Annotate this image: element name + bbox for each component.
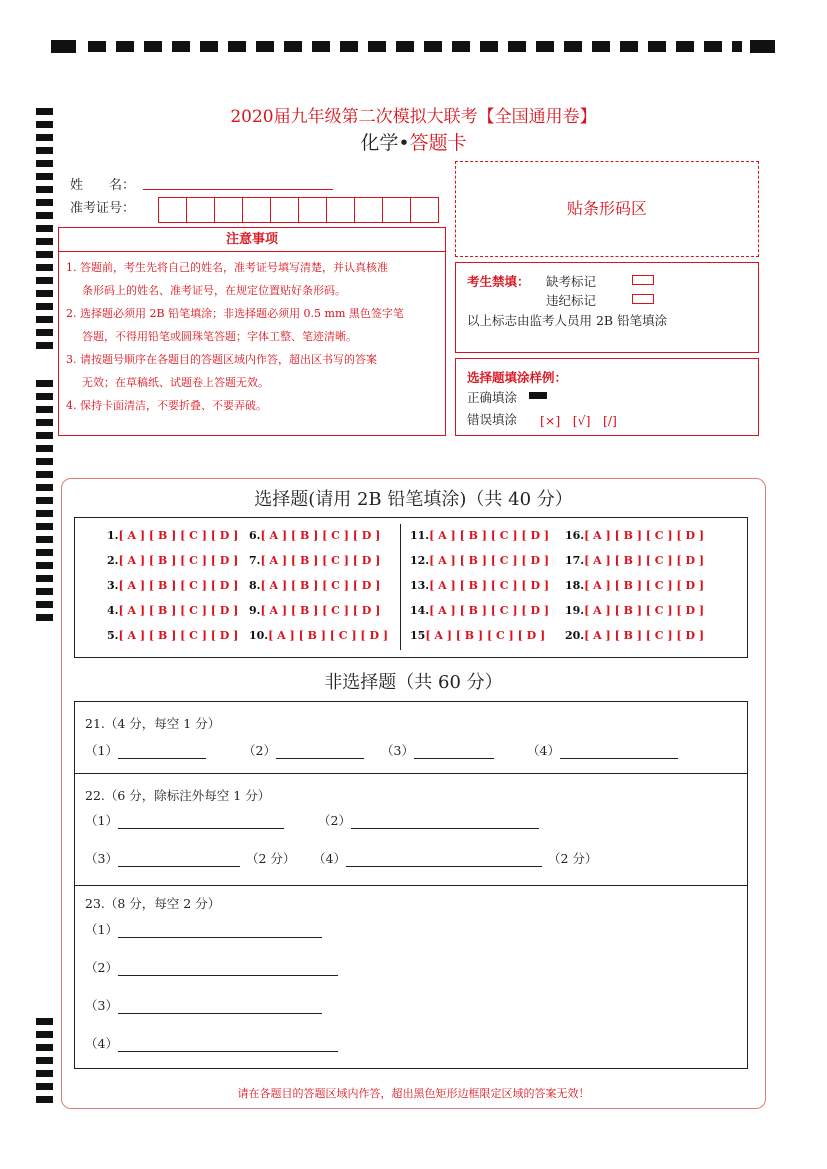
choice-item[interactable]: 1.[ A ] [ B ] [ C ] [ D ] bbox=[107, 529, 239, 542]
barcode-label: 贴条形码区 bbox=[566, 199, 647, 218]
forbidden-note: 以上标志由监考人员用 2B 铅笔填涂 bbox=[467, 313, 668, 328]
fill-sample-box bbox=[455, 358, 759, 436]
id-digit-box[interactable] bbox=[411, 198, 438, 222]
choice-item[interactable]: 18.[ A ] [ B ] [ C ] [ D ] bbox=[565, 579, 705, 592]
q22-heading: 22.（6 分，除标注外每空 1 分） bbox=[85, 788, 271, 803]
choice-item[interactable]: 6.[ A ] [ B ] [ C ] [ D ] bbox=[249, 529, 381, 542]
id-digit-box[interactable] bbox=[271, 198, 299, 222]
card-label: 答题卡 bbox=[409, 132, 467, 154]
choice-heading: 选择题(请用 2B 铅笔填涂)（共 40 分） bbox=[254, 489, 573, 510]
forbidden-box bbox=[455, 262, 759, 353]
notice-line: 4. 保持卡面清洁，不要折叠、不要弄破。 bbox=[66, 399, 267, 412]
choice-divider bbox=[400, 524, 401, 650]
choice-item[interactable]: 20.[ A ] [ B ] [ C ] [ D ] bbox=[565, 629, 705, 642]
choice-item[interactable]: 17.[ A ] [ B ] [ C ] [ D ] bbox=[565, 554, 705, 567]
q21-blank-1[interactable]: （1） bbox=[85, 741, 206, 759]
subject-label: 化学• bbox=[360, 132, 410, 154]
choice-item[interactable]: 19.[ A ] [ B ] [ C ] [ D ] bbox=[565, 604, 705, 617]
q22-blank-2[interactable]: （2） bbox=[318, 811, 539, 829]
choice-item[interactable]: 3.[ A ] [ B ] [ C ] [ D ] bbox=[107, 579, 239, 592]
name-field[interactable] bbox=[143, 189, 333, 190]
id-digit-box[interactable] bbox=[159, 198, 187, 222]
q23-heading: 23.（8 分，每空 2 分） bbox=[85, 896, 221, 911]
choice-item[interactable]: 12.[ A ] [ B ] [ C ] [ D ] bbox=[410, 554, 550, 567]
choice-item[interactable]: 9.[ A ] [ B ] [ C ] [ D ] bbox=[249, 604, 381, 617]
q22-blank-3[interactable]: （3） （2 分） bbox=[85, 851, 296, 866]
footer-warning: 请在各题目的答题区域内作答，超出黑色矩形边框限定区域的答案无效！ bbox=[237, 1087, 590, 1100]
notice-title: 注意事项 bbox=[59, 228, 445, 252]
q23-blank-4[interactable]: （4） bbox=[85, 1034, 338, 1052]
choice-item[interactable]: 10.[ A ] [ B ] [ C ] [ D ] bbox=[249, 629, 389, 642]
exam-title: 2020届九年级第二次模拟大联考【全国通用卷】 bbox=[230, 107, 597, 127]
q21-box bbox=[74, 701, 748, 774]
choice-item[interactable]: 14.[ A ] [ B ] [ C ] [ D ] bbox=[410, 604, 550, 617]
wrong-fill-marks: [×] [√] [/] bbox=[540, 413, 617, 428]
card-subtitle bbox=[0, 128, 827, 155]
choice-item[interactable]: 13.[ A ] [ B ] [ C ] [ D ] bbox=[410, 579, 550, 592]
choice-item[interactable]: 2.[ A ] [ B ] [ C ] [ D ] bbox=[107, 554, 239, 567]
choice-item[interactable]: 5.[ A ] [ B ] [ C ] [ D ] bbox=[107, 629, 239, 642]
id-number-boxes[interactable] bbox=[158, 197, 439, 223]
notice-line: 无效；在草稿纸、试题卷上答题无效。 bbox=[82, 376, 269, 389]
q23-blank-3[interactable]: （3） bbox=[85, 996, 322, 1014]
q22-blank-1[interactable]: （1） bbox=[85, 811, 284, 829]
q21-blank-4[interactable]: （4） bbox=[527, 741, 678, 759]
id-digit-box[interactable] bbox=[243, 198, 271, 222]
notice-box bbox=[58, 227, 446, 436]
id-digit-box[interactable] bbox=[327, 198, 355, 222]
nonchoice-heading: 非选择题（共 60 分） bbox=[324, 672, 503, 693]
id-digit-box[interactable] bbox=[215, 198, 243, 222]
q21-blank-2[interactable]: （2） bbox=[243, 741, 364, 759]
q21-blank-3[interactable]: （3） bbox=[381, 741, 494, 759]
notice-line: 2. 选择题必须用 2B 铅笔填涂；非选择题必须用 0.5 mm 黑色签字笔 bbox=[66, 307, 404, 320]
id-digit-box[interactable] bbox=[187, 198, 215, 222]
notice-line: 条形码上的姓名、准考证号，在规定位置贴好条形码。 bbox=[82, 284, 346, 297]
violation-mark-box[interactable] bbox=[632, 294, 654, 304]
q23-blank-2[interactable]: （2） bbox=[85, 958, 338, 976]
id-label: 准考证号： bbox=[70, 201, 136, 216]
wrong-fill-label: 错误填涂 bbox=[467, 412, 518, 427]
barcode-area bbox=[455, 161, 759, 257]
q21-heading: 21.（4 分，每空 1 分） bbox=[85, 716, 221, 731]
q23-blank-1[interactable]: （1） bbox=[85, 920, 322, 938]
q22-blank-4[interactable]: （4） （2 分） bbox=[313, 851, 598, 866]
choice-item[interactable]: 11.[ A ] [ B ] [ C ] [ D ] bbox=[410, 529, 550, 542]
id-digit-box[interactable] bbox=[299, 198, 327, 222]
choice-item[interactable]: 4.[ A ] [ B ] [ C ] [ D ] bbox=[107, 604, 239, 617]
choice-item[interactable]: 16.[ A ] [ B ] [ C ] [ D ] bbox=[565, 529, 705, 542]
choice-item[interactable]: 8.[ A ] [ B ] [ C ] [ D ] bbox=[249, 579, 381, 592]
id-digit-box[interactable] bbox=[355, 198, 383, 222]
choice-item[interactable]: 15[ A ] [ B ] [ C ] [ D ] bbox=[410, 629, 546, 642]
absent-mark-box[interactable] bbox=[632, 275, 654, 285]
correct-fill-label: 正确填涂 bbox=[467, 390, 518, 405]
notice-line: 答题，不得用铅笔或圆珠笔答题；字体工整、笔迹清晰。 bbox=[82, 330, 357, 343]
choice-item[interactable]: 7.[ A ] [ B ] [ C ] [ D ] bbox=[249, 554, 381, 567]
forbidden-title: 考生禁填： bbox=[467, 274, 530, 289]
notice-line: 3. 请按题号顺序在各题目的答题区域内作答，超出区书写的答案 bbox=[66, 353, 377, 366]
name-label: 姓 名： bbox=[70, 178, 136, 193]
id-digit-box[interactable] bbox=[383, 198, 411, 222]
notice-line: 1. 答题前，考生先将自己的姓名，准考证号填写清楚，并认真核准 bbox=[66, 261, 388, 274]
violation-label: 违纪标记 bbox=[546, 293, 597, 308]
sample-title: 选择题填涂样例： bbox=[467, 370, 568, 385]
absent-label: 缺考标记 bbox=[546, 274, 597, 289]
correct-fill-mark bbox=[529, 392, 547, 399]
